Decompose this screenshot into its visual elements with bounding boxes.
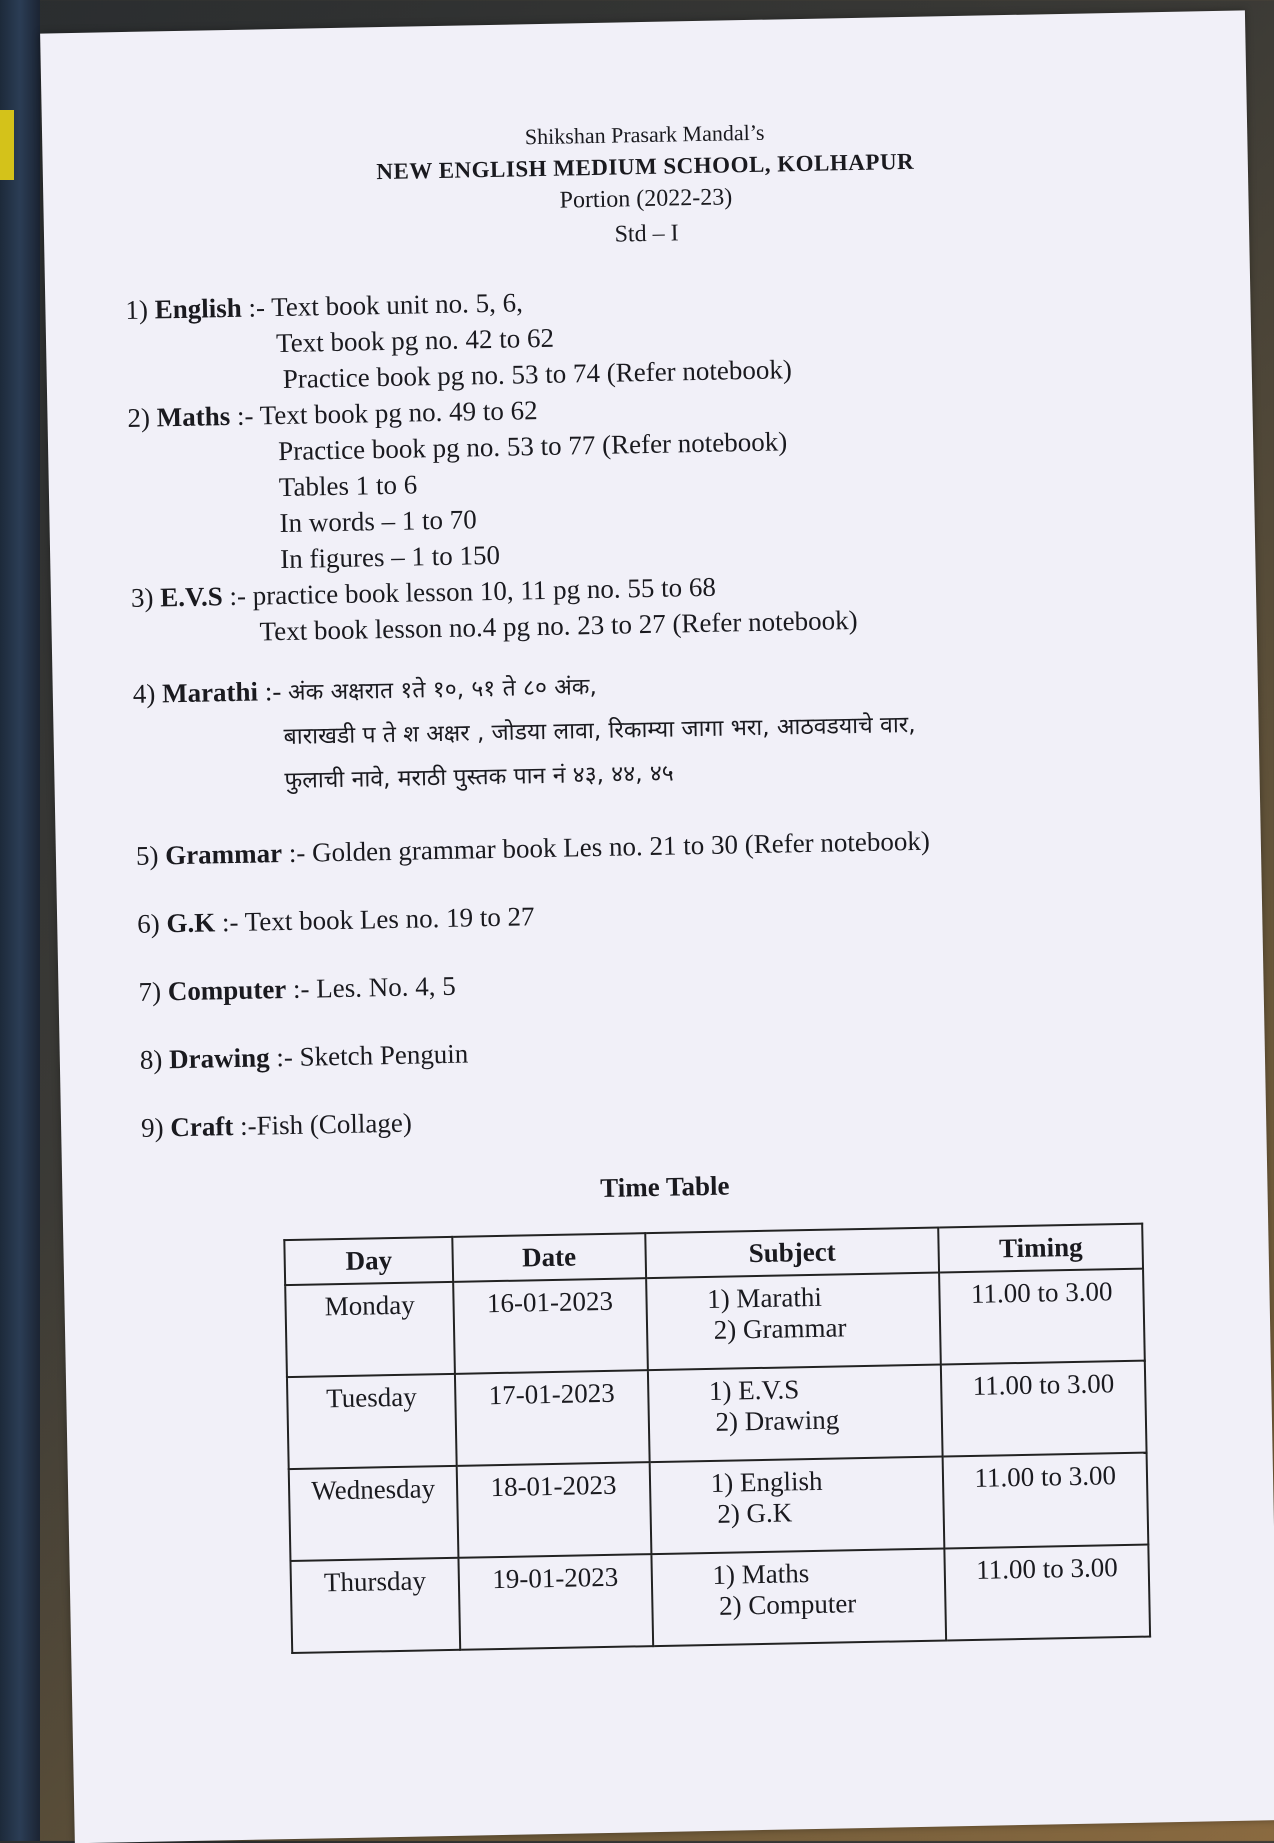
cell-day: Tuesday [287,1374,457,1469]
binder-yellow-tab [0,110,14,180]
maths-line-4: In words – 1 to 70 [279,504,478,539]
cell-subject [649,1456,945,1554]
cell-subject [651,1548,947,1646]
portion-item-english: 1) English :- Text book unit no. 5, 6, Text book pg no. 42 to 62 Practice book pg no. 53 to 74 (Refer notebook) [125,271,1207,400]
subject-label: Computer [167,974,287,1007]
school-name: NEW ENGLISH MEDIUM SCHOOL, KOLHAPUR [376,148,915,185]
subject-label: Maths [156,400,231,433]
cell-subject [646,1273,942,1371]
portion-item-grammar: 5) Grammar :- Golden grammar book Les no. 21 to 30 (Refer notebook) [135,825,931,871]
portion-year: Portion (2022-23) [559,184,733,214]
cell-timing: 11.00 to 3.00 [941,1361,1146,1457]
maths-line-1: Text book pg no. 49 to 62 [259,395,538,431]
portion-item-maths: 2) Maths :- Text book pg no. 49 to 62 Practice book pg no. 53 to 77 (Refer notebook) Tables 1 to 6 In words – 1 to 70 In figures – 1 to 150 [127,379,1210,580]
evs-line-2: Text book lesson no.4 pg no. 23 to 27 (Refer notebook) [259,604,858,647]
item-number: 9) [140,1112,164,1143]
subject-label: Grammar [164,838,283,871]
subject-1: 1) English [710,1465,823,1498]
marathi-line-1: अंक अक्षरात १ते १०, ५१ ते ८० अंक, [287,674,597,706]
item-number: 6) [136,908,161,939]
evs-line-1: practice book lesson 10, 11 pg no. 55 to 68 [252,571,717,611]
item-number: 5) [135,840,159,871]
table-row [287,1361,1147,1469]
mandal-name: Shikshan Prasark Mandal’s [524,119,765,150]
maths-line-5: In figures – 1 to 150 [279,539,501,575]
cell-day: Wednesday [289,1466,459,1561]
cell-date: 18-01-2023 [457,1462,651,1558]
marathi-line-3: फुलाची नावे, मराठी पुस्तक पान नं ४३, ४४, ४५ [284,760,674,795]
subject-label: G.K [166,907,216,939]
subject-label: Marathi [161,676,259,709]
computer-text: Les. No. 4, 5 [315,970,456,1004]
craft-text: Fish (Collage) [256,1107,413,1141]
subject-label: English [154,292,243,325]
timetable-title: Time Table [599,1170,730,1204]
cell-timing: 11.00 to 3.00 [943,1453,1148,1549]
table-row [290,1545,1150,1653]
english-line-3: Practice book pg no. 53 to 74 (Refer notebook) [282,354,793,394]
cell-date: 19-01-2023 [459,1554,653,1650]
marathi-line-2: बाराखडी प ते श अक्षर , जोडया लावा, रिकाम्या जागा भरा, आठवडयाचे वार, [283,711,916,751]
portion-item-craft: 9) Craft :-Fish (Collage) [140,1107,413,1143]
cell-subject [648,1365,944,1463]
subject-2: 2) Grammar [713,1312,847,1345]
portion-list [125,271,1221,1146]
item-number: 3) [130,582,154,613]
binder-edge [0,0,40,1841]
item-number: 8) [139,1044,163,1075]
portion-item-drawing: 8) Drawing :- Sketch Penguin [139,1038,469,1075]
cell-date: 17-01-2023 [455,1370,649,1466]
gk-text: Text book Les no. 19 to 27 [244,901,535,937]
portion-item-gk: 6) G.K :- Text book Les no. 19 to 27 [136,901,535,939]
item-number: 1) [125,294,149,325]
cell-day: Thursday [290,1558,460,1653]
subject-2: 2) G.K [716,1497,793,1529]
subject-1: 1) Maths [712,1558,810,1590]
maths-line-3: Tables 1 to 6 [278,469,418,503]
maths-line-2: Practice book pg no. 53 to 77 (Refer notebook) [277,426,788,467]
subject-2: 2) Computer [718,1588,857,1621]
cell-date: 16-01-2023 [453,1278,647,1374]
header-timing: Timing [939,1224,1143,1273]
english-line-1: Text book unit no. 5, 6, [270,287,524,323]
drawing-text: Sketch Penguin [299,1038,469,1072]
table-row [289,1453,1149,1561]
subject-2: 2) Drawing [715,1404,840,1437]
subject-label: Craft [170,1111,234,1143]
document-header [42,110,1249,259]
subject-label: E.V.S [159,581,224,613]
subject-label: Drawing [168,1042,270,1075]
portion-item-evs: 3) E.V.S :- practice book lesson 10, 11 pg no. 55 to 68 Text book lesson no.4 pg no. 23 to 27 (Refer notebook) [131,559,1212,652]
item-number: 2) [127,402,151,433]
grammar-text: Golden grammar book Les no. 21 to 30 (Refer notebook) [311,825,931,868]
portion-item-marathi: 4) Marathi :- अंक अक्षरात १ते १०, ५१ ते ८० अंक, बाराखडी प ते श अक्षर , जोडया लावा, रिकाम्या जागा भरा, आठवडयाचे वार, फुलाची नावे, मराठी पुस्तक पान नं ४३, ४४, ४५ [132,653,1214,806]
cell-timing: 11.00 to 3.00 [945,1545,1150,1641]
header-day: Day [284,1237,453,1285]
item-number: 4) [132,678,156,709]
portion-sheet [40,10,1274,1843]
english-line-2: Text book pg no. 42 to 62 [275,322,555,359]
header-subject: Subject [645,1228,940,1279]
subject-1: 1) Marathi [706,1281,823,1314]
portion-item-computer: 7) Computer :- Les. No. 4, 5 [138,970,456,1007]
cell-day: Monday [285,1282,455,1377]
table-row [285,1269,1145,1377]
subject-1: 1) E.V.S [708,1374,800,1406]
standard: Std – I [614,220,679,248]
item-number: 7) [138,976,162,1007]
cell-timing: 11.00 to 3.00 [940,1269,1145,1365]
timetable [283,1223,1151,1654]
header-date: Date [453,1233,646,1282]
